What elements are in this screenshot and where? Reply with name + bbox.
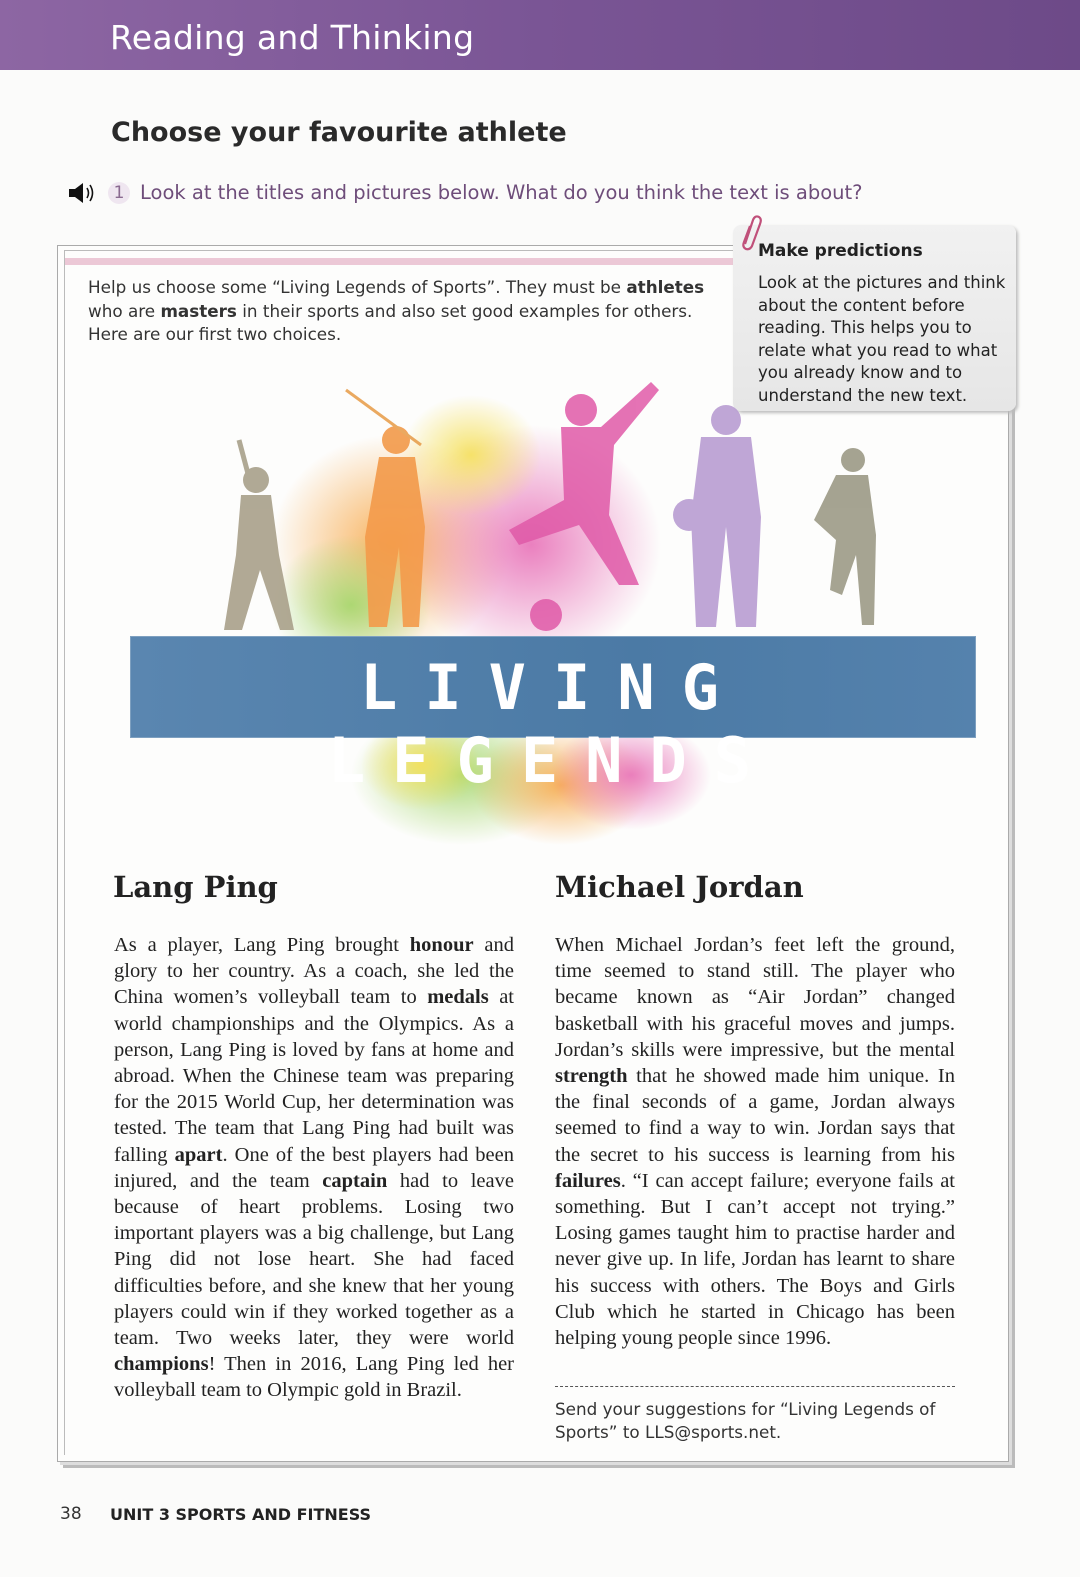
intro-text [88, 276, 713, 347]
key-word: medals [427, 986, 489, 1009]
instruction [68, 181, 863, 204]
text-segment: Help us choose some “Living Legends of Sports”. They must be [88, 277, 627, 297]
key-word: honour [409, 934, 474, 956]
section-header-band [0, 0, 1080, 70]
text-segment: in their sports and also set good examples for others. Here are our first two choices. [88, 300, 693, 344]
text-segment: and glory to her country. As a coach, she led the China women’s volleyball team to [114, 934, 514, 1009]
living-legends-banner [131, 637, 975, 797]
key-word: strength [555, 1065, 628, 1088]
article-body-lang-ping [114, 932, 514, 1404]
banner-text: LIVING LEGENDS [327, 651, 779, 797]
text-segment: As a player, Lang Ping brought [114, 934, 410, 956]
exercise-number: 1 [108, 182, 130, 204]
unit-title: UNIT 3 SPORTS AND FITNESS [110, 1505, 372, 1524]
key-word: athletes [626, 277, 705, 297]
speaker-icon[interactable] [68, 182, 98, 204]
article-body-michael-jordan [555, 932, 955, 1351]
key-word: champions [114, 1353, 209, 1376]
text-segment: . “I can accept failure; everyone fails at something. But I can’t accept not trying.” Losing games taught him to practise harder and never give up. In life, Jordan has learnt to share his success with others. The Boys and Girls Club which he started in Chicago has been helping young people since 1996. [555, 1169, 955, 1350]
key-word: masters [160, 300, 237, 321]
page-number: 38 [60, 1504, 82, 1524]
text-segment: that he showed made him unique. In the final seconds of a game, Jordan always seemed to find a way to win. Jordan says that the secret to his success is learning from his [555, 1065, 955, 1166]
section-title: Reading and Thinking [110, 18, 475, 57]
divider [65, 258, 735, 265]
key-word: failures [555, 1169, 621, 1192]
tip-body: Look at the pictures and think about the content before reading. This helps you to relate what you read to what you already know and to understand the new text. [758, 273, 1006, 405]
text-segment: who are [88, 300, 161, 321]
text-segment: had to leave because of heart problems. Losing two important players was a big challenge, but Lang Ping did not lose heart. She had faced difficulties before, and she knew that her young players could win if they worked together as a team. Two weeks later, they were world [114, 1169, 514, 1350]
send-suggestions-note: Send your suggestions for “Living Legends of Sports” to LLS@sports.net. [555, 1399, 936, 1442]
dashed-divider [555, 1386, 955, 1387]
article-heading-lang-ping: Lang Ping [113, 870, 278, 904]
instruction-text: Look at the titles and pictures below. What do you think the text is about? [140, 181, 863, 204]
tip-title: Make predictions [758, 241, 923, 261]
text-segment: at world championships and the Olympics. As a person, Lang Ping is loved by fans at home and abroad. When the Chinese team was preparing for the 2015 World Cup, her determination was tested. The team that Lang Ping had built was falling [114, 986, 514, 1166]
page-subheading: Choose your favourite athlete [111, 117, 567, 148]
text-segment: When Michael Jordan’s feet left the ground, time seemed to stand still. The player who became known as “Air Jordan” changed basketball with his graceful moves and jumps. Jordan’s skills were impressive, but the mental [555, 934, 955, 1061]
text-segment: . One of the best players had been injured, and the team [114, 1143, 514, 1192]
key-word: apart [174, 1143, 223, 1166]
article-heading-michael-jordan: Michael Jordan [555, 870, 804, 904]
text-segment: ! Then in 2016, Lang Ping led her volleyball team to Olympic gold in Brazil. [114, 1353, 514, 1402]
key-word: captain [322, 1169, 388, 1192]
paperclip-icon [737, 214, 763, 252]
